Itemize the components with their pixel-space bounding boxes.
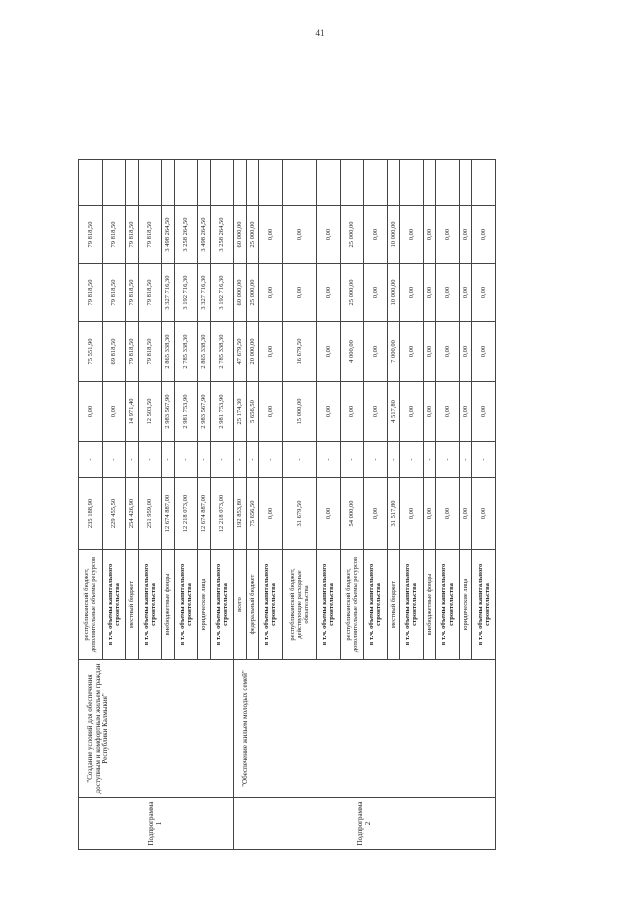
funding-source-label: юридические лица [198, 550, 211, 660]
value-cell: 3 258 264,50 [174, 206, 198, 264]
table-body [79, 87, 496, 850]
empty-cell [126, 160, 139, 206]
value-cell: 192 853,80 [234, 478, 247, 550]
value-cell: 235 188,90 [79, 478, 103, 550]
funding-source-label: в т.ч. объемы капитального строительства [400, 550, 424, 660]
value-cell: 0,00 [423, 322, 436, 382]
table-row [79, 87, 103, 850]
value-cell: 3 192 716,30 [210, 264, 234, 322]
table-row [234, 87, 247, 850]
empty-cell [387, 160, 400, 206]
value-cell: 4 517,80 [387, 382, 400, 442]
value-cell: 20 000,00 [246, 322, 259, 382]
value-cell: 79 818,50 [102, 206, 126, 264]
value-cell: 0,00 [317, 382, 341, 442]
value-cell: 251 959,00 [138, 478, 162, 550]
value-cell: 4 000,00 [340, 322, 364, 382]
funding-source-label: федеральный бюджет [246, 550, 259, 660]
value-cell: 79 818,50 [138, 264, 162, 322]
funding-source-label: всего [234, 550, 247, 660]
value-cell: - [126, 442, 139, 478]
value-cell: 3 258 264,50 [210, 206, 234, 264]
empty-cell [423, 160, 436, 206]
empty-cell [282, 160, 317, 206]
value-cell: 0,00 [79, 382, 103, 442]
value-cell: 2 865 338,30 [198, 322, 211, 382]
value-cell: 3 498 264,50 [198, 206, 211, 264]
value-cell: 2 785 338,30 [210, 322, 234, 382]
value-cell: - [259, 442, 283, 478]
value-cell: 79 818,50 [102, 264, 126, 322]
value-cell: 3 498 264,50 [162, 206, 175, 264]
value-cell: 0,00 [364, 478, 388, 550]
value-cell: 3 327 716,30 [162, 264, 175, 322]
value-cell: 10 000,00 [387, 264, 400, 322]
funding-source-label: в т.ч. объемы капитального строительства [472, 550, 496, 660]
empty-cell [459, 160, 472, 206]
value-cell: - [198, 442, 211, 478]
value-cell: - [340, 442, 364, 478]
value-cell: 25 000,00 [340, 206, 364, 264]
value-cell: 12 218 073,00 [174, 478, 198, 550]
value-cell: 0,00 [423, 264, 436, 322]
value-cell: 0,00 [459, 264, 472, 322]
value-cell: 0,00 [400, 382, 424, 442]
value-cell: 0,00 [340, 382, 364, 442]
value-cell: 79 818,50 [126, 264, 139, 322]
value-cell: - [472, 442, 496, 478]
value-cell: 0,00 [400, 322, 424, 382]
value-cell: 0,00 [400, 206, 424, 264]
program-name-cell: Подпрограмма 2 [234, 798, 496, 850]
value-cell: 54 000,00 [340, 478, 364, 550]
value-cell: 31 517,80 [387, 478, 400, 550]
value-cell: 0,00 [259, 264, 283, 322]
value-cell: 0,00 [423, 478, 436, 550]
value-cell: 229 455,50 [102, 478, 126, 550]
value-cell: 12 503,50 [138, 382, 162, 442]
value-cell: 0,00 [436, 478, 460, 550]
value-cell: 5 656,50 [246, 382, 259, 442]
value-cell: 69 818,50 [102, 322, 126, 382]
value-cell: 0,00 [282, 206, 317, 264]
value-cell: 0,00 [400, 264, 424, 322]
rotated-page [78, 87, 496, 850]
value-cell: 0,00 [459, 382, 472, 442]
value-cell: - [162, 442, 175, 478]
value-cell: 0,00 [317, 322, 341, 382]
value-cell: 0,00 [400, 478, 424, 550]
empty-cell [138, 160, 162, 206]
value-cell: - [79, 442, 103, 478]
value-cell: 47 679,50 [234, 322, 247, 382]
value-cell: 31 679,50 [282, 478, 317, 550]
value-cell: - [210, 442, 234, 478]
value-cell: - [459, 442, 472, 478]
empty-cell [259, 160, 283, 206]
empty-cell [102, 160, 126, 206]
value-cell: 12 674 887,00 [162, 478, 175, 550]
value-cell: 16 679,50 [282, 322, 317, 382]
funding-source-label: в т.ч. объемы капитального строительства [259, 550, 283, 660]
funding-source-label: в т.ч. объемы капитального строительства [138, 550, 162, 660]
value-cell: 0,00 [259, 478, 283, 550]
value-cell: 0,00 [364, 382, 388, 442]
empty-cell [472, 160, 496, 206]
empty-cell [234, 160, 247, 206]
value-cell: 0,00 [282, 264, 317, 322]
value-cell: 25 000,00 [340, 264, 364, 322]
value-cell: 0,00 [364, 264, 388, 322]
value-cell: 0,00 [317, 478, 341, 550]
value-cell: 79 818,50 [138, 322, 162, 382]
page-number: 41 [315, 28, 325, 38]
empty-cell [317, 160, 341, 206]
program-description-cell: "Обеспечение жильем молодых семей" [234, 660, 496, 798]
budget-table [78, 86, 496, 850]
value-cell: - [102, 442, 126, 478]
value-cell: 0,00 [472, 206, 496, 264]
funding-source-label: в т.ч. объемы капитального строительства [174, 550, 198, 660]
value-cell: 2 983 567,90 [198, 382, 211, 442]
value-cell: - [234, 442, 247, 478]
value-cell: 0,00 [459, 478, 472, 550]
value-cell: 0,00 [259, 206, 283, 264]
value-cell: 0,00 [472, 264, 496, 322]
program-name-cell: Подпрограмма 1 [79, 798, 234, 850]
empty-cell [364, 160, 388, 206]
empty-cell [400, 160, 424, 206]
value-cell: - [436, 442, 460, 478]
value-cell: - [387, 442, 400, 478]
value-cell: - [174, 442, 198, 478]
value-cell: 0,00 [436, 264, 460, 322]
value-cell: 79 818,50 [138, 206, 162, 264]
value-cell: 0,00 [259, 382, 283, 442]
value-cell: 60 000,00 [234, 206, 247, 264]
value-cell: 79 818,50 [79, 206, 103, 264]
funding-source-label: в т.ч. объемы капитального строительства [210, 550, 234, 660]
value-cell: - [138, 442, 162, 478]
funding-source-label: в т.ч. объемы капитального строительства [317, 550, 341, 660]
value-cell: 7 000,00 [387, 322, 400, 382]
value-cell: 79 818,50 [126, 322, 139, 382]
value-cell: 0,00 [459, 322, 472, 382]
empty-cell [210, 160, 234, 206]
value-cell: - [400, 442, 424, 478]
value-cell: 0,00 [423, 382, 436, 442]
funding-source-label: в т.ч. объемы капитального строительства [102, 550, 126, 660]
value-cell: 15 000,00 [282, 382, 317, 442]
funding-source-label: республиканский бюджет, действующие расходные обязательства [282, 550, 317, 660]
value-cell: 254 426,90 [126, 478, 139, 550]
program-description-cell: "Создание условий для обеспечения доступным и комфортным жильем граждан Республики Калмыкия" [79, 660, 234, 798]
value-cell: 0,00 [459, 206, 472, 264]
value-cell: 75 551,90 [79, 322, 103, 382]
funding-source-label: внебюджетные фонды [162, 550, 175, 660]
value-cell: 2 983 567,90 [162, 382, 175, 442]
value-cell: 2 785 338,30 [174, 322, 198, 382]
funding-source-label: местный бюджет [126, 550, 139, 660]
value-cell: 0,00 [364, 206, 388, 264]
value-cell: 10 000,00 [387, 206, 400, 264]
funding-source-label: местный бюджет [387, 550, 400, 660]
value-cell: 2 865 338,30 [162, 322, 175, 382]
value-cell: 75 656,50 [246, 478, 259, 550]
empty-cell [162, 160, 175, 206]
value-cell: 0,00 [472, 478, 496, 550]
value-cell: 12 218 073,00 [210, 478, 234, 550]
funding-source-label: внебюджетные фонды [423, 550, 436, 660]
empty-cell [79, 160, 103, 206]
value-cell: 0,00 [436, 206, 460, 264]
value-cell: 0,00 [436, 382, 460, 442]
value-cell: - [364, 442, 388, 478]
empty-cell [174, 160, 198, 206]
budget-table-container [78, 87, 496, 850]
value-cell: 2 981 753,90 [210, 382, 234, 442]
empty-cell [246, 160, 259, 206]
value-cell: 79 818,50 [79, 264, 103, 322]
value-cell: - [246, 442, 259, 478]
funding-source-label: республиканский бюджет, дополнительные объемы ресурсов [79, 550, 103, 660]
value-cell: 25 000,00 [246, 206, 259, 264]
value-cell: 60 000,00 [234, 264, 247, 322]
value-cell: 0,00 [317, 264, 341, 322]
value-cell: 14 971,40 [126, 382, 139, 442]
empty-cell [198, 160, 211, 206]
funding-source-label: республиканский бюджет, дополнительные объемы ресурсов [340, 550, 364, 660]
value-cell: 12 674 887,00 [198, 478, 211, 550]
value-cell: 0,00 [472, 322, 496, 382]
value-cell: 2 981 753,90 [174, 382, 198, 442]
value-cell: 0,00 [102, 382, 126, 442]
funding-source-label: в т.ч. объемы капитального строительства [364, 550, 388, 660]
empty-cell [436, 160, 460, 206]
value-cell: 0,00 [472, 382, 496, 442]
value-cell: 79 818,50 [126, 206, 139, 264]
value-cell: 25 000,00 [246, 264, 259, 322]
value-cell: - [282, 442, 317, 478]
value-cell: - [317, 442, 341, 478]
value-cell: - [423, 442, 436, 478]
empty-cell [340, 160, 364, 206]
value-cell: 0,00 [423, 206, 436, 264]
value-cell: 25 174,30 [234, 382, 247, 442]
value-cell: 0,00 [317, 206, 341, 264]
value-cell: 0,00 [259, 322, 283, 382]
funding-source-label: юридические лица [459, 550, 472, 660]
value-cell: 0,00 [436, 322, 460, 382]
value-cell: 3 192 716,30 [174, 264, 198, 322]
value-cell: 0,00 [364, 322, 388, 382]
value-cell: 3 327 716,30 [198, 264, 211, 322]
funding-source-label: в т.ч. объемы капитального строительства [436, 550, 460, 660]
